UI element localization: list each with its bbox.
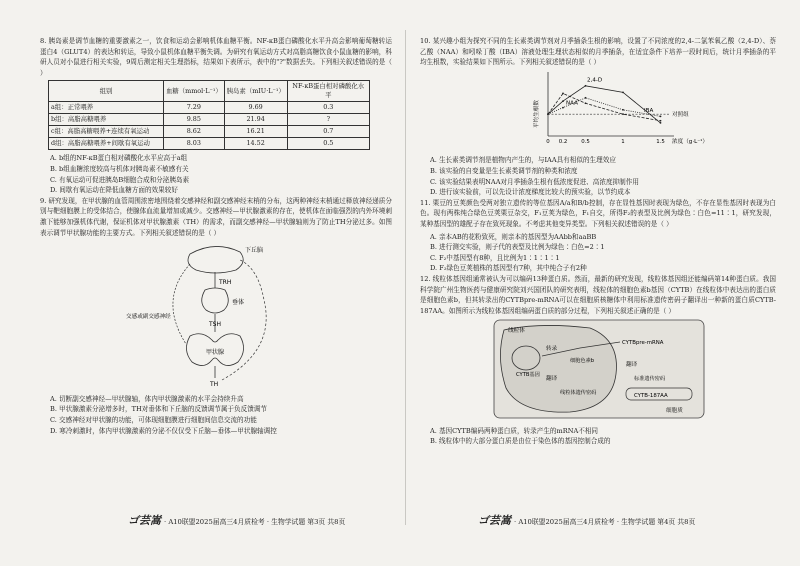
data-point <box>562 92 564 94</box>
question-8-table <box>48 80 370 150</box>
th-label: TH <box>210 381 219 389</box>
data-point <box>585 85 587 87</box>
table-cell: 8.62 <box>164 126 225 138</box>
series-label-iba: IBA <box>644 107 654 114</box>
cytochrome-b-label: 细胞色素b <box>570 358 595 365</box>
table-cell: b组：高脂高糖喂养 <box>49 114 164 126</box>
option-b: B. 线粒体中的大部分蛋白质是由位于染色体的基因控制合成的 <box>430 437 611 446</box>
nerve-path <box>173 264 190 344</box>
mitochondrion-shape <box>500 326 616 413</box>
pituitary-label: 垂体 <box>232 299 245 307</box>
option-b: B. b组血糖浓度较高与机体对胰岛素不敏感有关 <box>50 164 189 173</box>
data-point <box>622 109 624 111</box>
left-column <box>40 36 392 436</box>
option-b: B. 该实验的自变量是生长素类调节剂的种类和浓度 <box>430 166 578 175</box>
cytoplasm-label: 细胞质 <box>666 408 683 415</box>
footer-right <box>478 512 695 528</box>
transcription-label: 转录 <box>546 346 558 353</box>
mitochondria-diagram <box>420 318 776 422</box>
new-protein-label: CYTB-187AA <box>634 393 668 400</box>
x-tick-label: 0.5 <box>581 138 590 145</box>
table-header: NF-κB蛋白相对磷酸化水平 <box>287 81 369 102</box>
table-cell: 0.3 <box>287 102 369 114</box>
table-cell: ? <box>287 114 369 126</box>
trh-label: TRH <box>219 279 232 287</box>
pituitary-shape <box>202 288 229 313</box>
rooting-chart-svg <box>420 70 776 152</box>
table-cell: d组：高脂高糖喂养+间歇有氧运动 <box>49 138 164 150</box>
premrna-label: CYTBpre-mRNA <box>622 340 664 347</box>
mito-label: 线粒体 <box>508 328 525 335</box>
option-b: B. 进行测交实验，则子代的表型及比例为绿色∶白色=2∶1 <box>430 243 605 252</box>
question-8-stem: 8. 胰岛素是调节血糖的重要激素之一，饮食和运动会影响机体血糖平衡。NF-κB蛋白磷酸化水平升高会影响葡萄糖转运蛋白4（GLUT4）的表达和转运，导致小鼠机体血糖平衡失调。为研究有氧运动方式对高脂高糖饮食小鼠血糖的影响，科研人员对小鼠进行相关实验，9周后测定相关生理指标，结果如下表所示，表中的"?"数据丢失。下列相关叙述错误的是（ ） <box>40 37 392 77</box>
data-point <box>585 97 587 99</box>
series-line-0 <box>548 86 661 123</box>
data-point <box>622 91 624 93</box>
x-tick-label: 1.5 <box>656 138 665 145</box>
option-a: A. b组的NF-κB蛋白相对磷酸化水平应高于a组 <box>50 154 188 163</box>
question-12-stem: 12. 线粒体基因组通常被认为可以编码13种蛋白质。然而，最新的研究发现，线粒体基因组还能编码第14种蛋白质。我国科学院广州生物医药与健康研究院刘兴国团队的研究表明，线粒体的细胞色素b基因（CYTB）在线粒体中表达出的蛋白质是细胞色素b，但其转录出的CYTBpre-mRNA可以在细胞质核糖体中利用标准遗传密码子翻译出一种新的蛋白质CYTB-187AA。如图所示为线粒体基因组编码蛋白质的部分过程，下列相关叙述正确的是（ ） <box>420 274 776 315</box>
gene-label: CYTB基因 <box>516 372 540 379</box>
data-point <box>660 122 662 124</box>
column-divider <box>405 30 406 525</box>
table-cell: 14.52 <box>224 138 287 150</box>
question-11 <box>420 198 776 274</box>
standard-code-label: 标准遗传密码 <box>634 376 666 383</box>
x-tick-label: 1 <box>621 138 625 145</box>
option-b: B. 甲状腺激素分泌增多时，TH对垂体和下丘脑的反馈调节属于负反馈调节 <box>50 405 267 414</box>
nerve-label: 交感或副交感神经 <box>126 314 171 321</box>
footer-left-text: · A10联盟2025届高三4月质检考 · 生物学试题 第3页 共8页 <box>164 518 346 526</box>
control-label: 对照组 <box>672 111 689 118</box>
table-header: 胰岛素（mIU·L⁻¹） <box>224 81 287 102</box>
table-header-row <box>49 81 370 102</box>
y-axis-label: 平均生根数 <box>534 99 540 128</box>
table-cell: 21.94 <box>224 114 287 126</box>
question-10 <box>420 36 776 198</box>
feedback-path <box>222 260 266 380</box>
question-10-stem: 10. 某兴趣小组为探究不同的生长素类调节剂对月季插条生根的影响，设置了不同浓度的2,4-二氯苯氧乙酸（2,4-D）、萘乙酸（NAA）和吲哚丁酸（IBA）溶液处理生理状态相似的月季插条，在适宜条件下培养一段时间后，统计月季插条的平均生根数，实验结果如下图所示。下列相关叙述错误的是（ ） <box>420 37 776 67</box>
hypothalamus-label: 下丘脑 <box>245 247 264 255</box>
option-a: A. 生长素类调节剂是植物内产生的，与IAA具有相似的生理效应 <box>430 156 616 165</box>
question-9-stem: 9. 研究发现，在甲状腺的血管周围浓密地围绕着交感神经和副交感神经末梢的分布，这两种神经末梢通过释放神经递质分别与靶细胞膜上的受体结合，使腺体血流量增加或减少。交感神经—甲状腺激素的存在，使机体在面临强烈的内外环境刺激下能够加强机体代谢，保证机体对甲状腺激素（TH）的需求，而副交感神经—甲状腺轴则为了防止TH分泌过多。如图表示调节甲状腺功能的主要方式。下列相关叙述错误的是（ ） <box>40 196 392 237</box>
brand-logo-left: ゴ芸嵩 <box>128 514 161 527</box>
rooting-chart <box>420 70 776 156</box>
table-row <box>49 114 370 126</box>
table-cell: c组：高脂高糖喂养+连续有氧运动 <box>49 126 164 138</box>
option-c: C. 有氧运动可促进胰岛B细胞合成和分泌胰岛素 <box>50 175 190 184</box>
question-8 <box>40 36 392 196</box>
question-12 <box>420 274 776 447</box>
option-a: A. 基因CYTB编码两种蛋白质，转录产生的mRNA不相同 <box>430 426 599 435</box>
x-axis-label: 浓度（g·L⁻¹） <box>672 138 709 145</box>
question-11-stem: 11. 栗豆的豆荚颜色受两对独立遗传的等位基因A/a和B/b控制，存在显性基因时表现为绿色，不存在显性基因时表现为白色。现有两株纯合绿色豆荚栗豆杂交，F₁豆荚为绿色，F₁自交，所得F₂的表型及比例为绿色∶白色=11∶1，研究发现，某种基因型的雄配子存在致死现象。不考虑其他变异类型。下列相关叙述错误的是（ ） <box>420 198 776 228</box>
translation-label-2: 翻译 <box>626 362 638 369</box>
x-tick-label: 0.2 <box>558 138 568 145</box>
mito-code-label: 线粒体遗传密码 <box>560 390 597 397</box>
data-point <box>660 120 662 122</box>
data-point <box>660 115 662 117</box>
table-header: 血糖（mmol·L⁻¹） <box>164 81 225 102</box>
table-header: 组别 <box>49 81 164 102</box>
mitochondria-figure <box>420 318 776 426</box>
data-point <box>547 113 549 115</box>
data-point <box>562 100 564 102</box>
table-cell: 0.7 <box>287 126 369 138</box>
table-row <box>49 102 370 114</box>
table-cell: 0.5 <box>287 138 369 150</box>
option-d: D. 进行该实验前，可以先设计浓度梯度比较大的预实验，以节约成本 <box>430 188 631 197</box>
option-c: C. 该实验结果表明NAA对月季插条生根有低浓度促进、高浓度抑制作用 <box>430 177 639 186</box>
table-cell: 9.69 <box>224 102 287 114</box>
series-label-2-4-d: 2,4-D <box>587 77 603 84</box>
option-c: C. 交感神经对甲状腺的功能，可体现细胞膜进行细胞间信息交流的功能 <box>50 415 257 424</box>
right-column <box>420 36 776 447</box>
footer-right-text: · A10联盟2025届高三4月质检考 · 生物学试题 第4页 共8页 <box>514 518 696 526</box>
thyroid-label: 甲状腺 <box>206 349 225 357</box>
option-d: D. 间歇有氧运动在降低血糖方面的效果较好 <box>50 186 178 195</box>
thyroid-diagram <box>40 240 392 390</box>
table-row <box>49 126 370 138</box>
data-point <box>562 107 564 109</box>
option-d: D. 寒冷刺激时，体内甲状腺激素的分泌不仅仅受下丘脑—垂体—甲状腺轴调控 <box>50 426 277 435</box>
thyroid-regulation-figure <box>40 240 392 394</box>
data-point <box>622 113 624 115</box>
data-point <box>585 102 587 104</box>
x-tick-label: 0 <box>546 138 550 145</box>
option-d: D. F₂绿色豆荚植株的基因型有7种，其中纯合子有2种 <box>430 264 587 273</box>
brand-logo-right: ゴ芸嵩 <box>478 514 511 527</box>
table-cell: 9.85 <box>164 114 225 126</box>
table-cell: 8.03 <box>164 138 225 150</box>
footer-left <box>128 512 345 528</box>
hypothalamus-shape <box>188 247 243 274</box>
tsh-label: TSH <box>209 321 221 329</box>
translation-label-1: 翻译 <box>546 376 558 383</box>
table-cell: 7.29 <box>164 102 225 114</box>
table-cell: a组：正常喂养 <box>49 102 164 114</box>
series-label-naa: NAA <box>566 100 578 107</box>
option-a: A. 切断副交感神经—甲状腺轴，体内甲状腺激素的水平会持续升高 <box>50 394 244 403</box>
option-a: A. 亲本AB的花粉致死，则亲本的基因型为AAbb和aaBB <box>430 232 597 241</box>
table-cell: 16.21 <box>224 126 287 138</box>
question-9 <box>40 196 392 436</box>
option-c: C. F₂中基因型有8种，且比例为1∶1∶1∶1 <box>430 253 560 262</box>
table-row <box>49 138 370 150</box>
